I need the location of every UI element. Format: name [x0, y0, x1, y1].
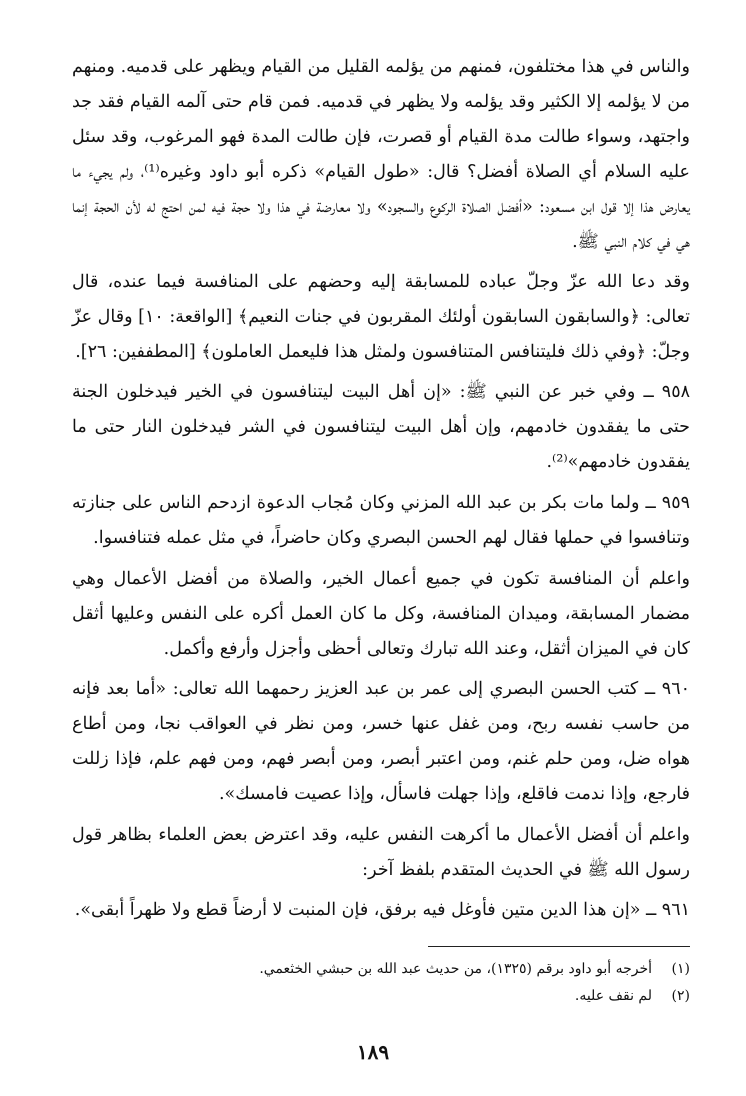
paragraph-competition-in-good: واعلم أن المنافسة تكون في جميع أعمال الخير، والصلاة من أفضل الأعمال وهي مضمار المسابقة، وميدان المنافسة، وكل ما كان العمل أكره على النفس وعليها أثقل كان في الميزان أثقل، وعند الله تبارك وتعالى أحظى وأجزل وأرفع وأكمل. [72, 569, 690, 659]
hadith-958: ٩٥٨ ــ وفي خبر عن النبي ﷺ: «إن أهل البيت ليتنافسون في الخير فيدخلون الجنة حتى ما يفقدون خادمهم، وإن أهل البيت ليتنافسون في الشر فيدخلون النار حتى ما يفقدون خادمهم»⁽²⁾. [72, 382, 690, 472]
footnote-number: (٢) [671, 988, 690, 1004]
hadith-960: ٩٦٠ ــ كتب الحسن البصري إلى عمر بن عبد العزيز رحمهما الله تعالى: «أما بعد فإنه من حاسب نفسه ربح، ومن غفل عنها خسر، ومن نظر في العواقب نجا، ومن أطاع هواه ضل، ومن حلم غنم، ومن اعتبر أبصر، ومن أبصر فهم، ومن فهم علم، فإذا زللت فارجع، وإذا ندمت فاقلع، وإذا جهلت فاسأل، وإذا عصيت فامسك». [72, 679, 690, 804]
footnote-divider [428, 946, 690, 947]
footnote-text: لم نقف عليه. [574, 988, 652, 1004]
hadith-959: ٩٥٩ ــ ولما مات بكر بن عبد الله المزني وكان مُجاب الدعوة ازدحم الناس على جنازته وتنافسوا في حملها فقال لهم الحسن البصري وكان حاضراً، في مثل عمله فتنافسوا. [72, 493, 690, 548]
footnote-number: (١) [671, 961, 690, 977]
footnote-item [72, 956, 690, 983]
paragraph-standing-in-prayer: والناس في هذا مختلفون، فمنهم من يؤلمه القليل من القيام ويظهر على قدميه. ومنهم من لا يؤلمه إلا الكثير وقد يؤلمه ولا يظهر في قدميه. فمن قام حتى آلمه القيام فقد جد واجتهد، وسواء طالت مدة القيام أو قصرت، فإن طالت المدة فهو المرغوب، وقد سئل عليه السلام أي الصلاة أفضل؟ قال: «طول القيام» ذكره أبو داود وغيره⁽¹⁾، ولم يجيء ما يعارض هذا إلا قول ابن مسعود: «أفضل الصلاة الركوع والسجود» ولا معارضة في هذا ولا حجة فيه لمن احتج له لأن الحجة إنما هي في كلام النبي ﷺ. [72, 57, 690, 252]
hadith-961: ٩٦١ ــ «إن هذا الدين متين فأوغل فيه برفق، فإن المنبت لا أرضاً قطع ولا ظهراً أبقى». [74, 900, 690, 920]
page-number: ١٨٩ [356, 1040, 390, 1064]
paragraph-best-deeds: واعلم أن أفضل الأعمال ما أكرهت النفس عليه، وقد اعترض بعض العلماء بظاهر قول رسول الله ﷺ في الحديث المتقدم بلفظ آخر: [72, 825, 690, 880]
footnote-text: أخرجه أبو داود برقم (١٣٢٥)، من حديث عبد الله بن حبشي الخثعمي. [259, 961, 652, 977]
footnote-item [72, 983, 690, 1010]
page-body [72, 50, 690, 934]
paragraph-competition-quran: وقد دعا الله عزّ وجلّ عباده للمسابقة إليه وحضهم على المنافسة فيما عنده، قال تعالى: ﴿والسابقون السابقون أولئك المقربون في جنات النعيم﴾ [الواقعة: ١٠] وقال عزّ وجلّ: ﴿وفي ذلك فليتنافس المتنافسون ولمثل هذا فليعمل العاملون﴾ [المطففين: ٢٦]. [72, 272, 690, 362]
footnotes [72, 956, 690, 1010]
